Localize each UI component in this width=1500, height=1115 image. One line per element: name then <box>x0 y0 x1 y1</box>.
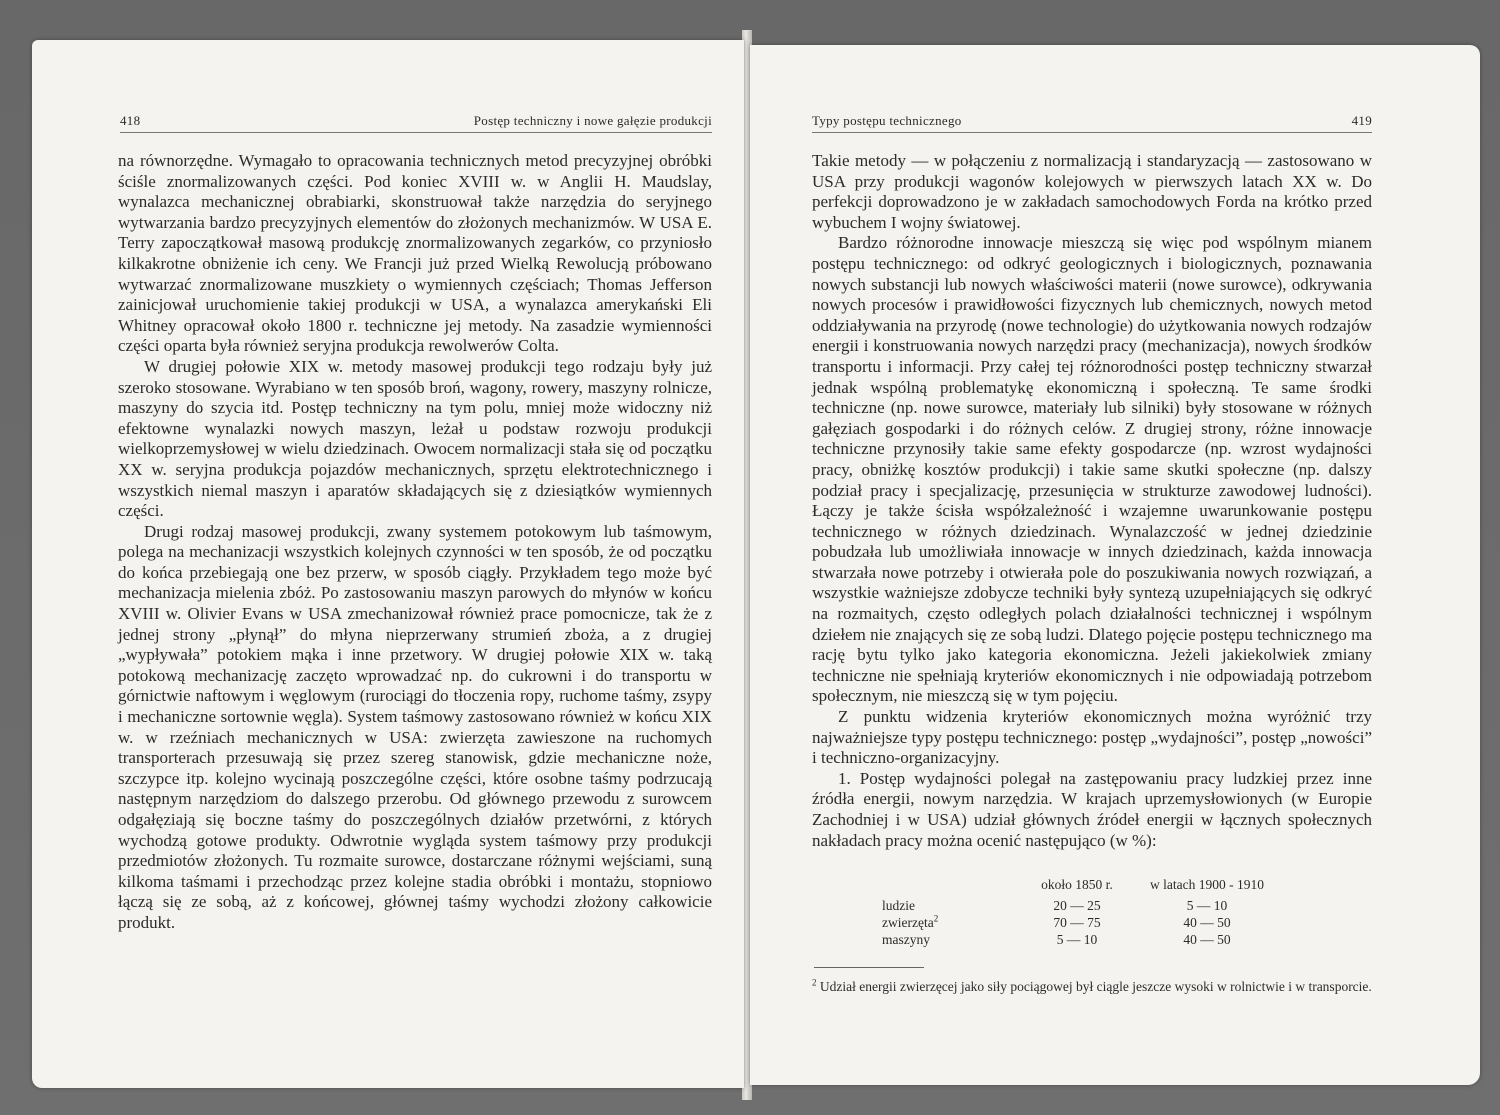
right-body-text <box>812 151 1372 851</box>
table-col2-header: w latach 1900 - 1910 <box>1150 877 1264 892</box>
table-row <box>882 897 1282 914</box>
table-row-label: ludzie <box>882 898 915 913</box>
table-cell: 20 — 25 <box>1053 898 1101 913</box>
footnote-mark: 2 <box>812 977 817 988</box>
right-page-number: 419 <box>1351 113 1372 128</box>
right-running-head <box>812 113 1372 133</box>
right-paragraph-2: Bardzo różnorodne innowacje mieszczą się więc pod wspólnym mianem postępu technicznego: od odkryć geologicznych i biologicznych, poznawania nowych substancji lub nowych właściwości materii (nowe surowce), odkrywania nowych procesów i prawidłowości fizycznych lub chemicznych, nowych metod oddziaływania na przyrodę (nowe technologie) do użytkowania nowych rodzajów energii i konstruowania nowych narzędzi pracy (mechanizacja), nowych środków transportu i informacji. Przy całej tej różnorodności postęp techniczny stwarzał jednak wspólną problematykę ekonomiczną i społeczną. Te same środki techniczne (np. nowe surowce, materiały lub silniki) były stosowane w różnych gałęziach gospodarki i do różnych celów. Z drugiej strony, różne innowacje techniczne przynosiły takie same efekty gospodarcze (np. wzrost wydajności pracy, obniżkę kosztów produkcji) i takie same skutki społeczne (np. dalszy podział pracy i specjalizację, przesunięcia w strukturze zawodowej ludności). Łączy je także ścisła współzależność i wzajemne uwarunkowanie postępu technicznego w różnych dziedzinach. Wynalazczość w jednej dziedzinie pobudzała lub umożliwiała innowacje w innych dziedzinach, każda innowacja stwarzała nowe potrzeby i otwierała pole do poszukiwania nowych rozwiązań, a wszystkie ważniejsze zdobycze techniki były syntezą uzupełniających się odkryć na rozmaitych, często odległych polach działalności technicznej i wspólnym dziełem nie znających się ze sobą ludzi. Dlatego pojęcie postępu technicznego ma rację bytu tylko jako kategoria ekonomiczna. Jeżeli jakiekolwiek zmiany techniczne nie spełniają kryteriów ekonomicznych i nie odpowiadają potrzebom społecznym, nie mieszczą się w tym pojęciu. <box>812 233 1372 706</box>
left-running-head <box>120 113 712 133</box>
left-page <box>32 40 744 1088</box>
energy-share-table <box>882 876 1282 948</box>
footnote-rule <box>814 967 924 968</box>
table-col1-header: około 1850 r. <box>1041 877 1113 892</box>
table-cell: 5 — 10 <box>1186 898 1228 913</box>
table-row-label: maszyny <box>882 932 930 947</box>
left-paragraph-3: Drugi rodzaj masowej produkcji, zwany systemem potokowym lub taśmowym, polega na mechanizacji wszystkich kolejnych czynności w ten sposób, że od początku do końca przebiegają one bez przerw, w sposób ciągły. Przykładem tego może być mechanizacja mielenia zbóż. Po zastosowaniu maszyn parowych do młynów w końcu XVIII w. Olivier Evans w USA zmechanizował również prace pomocnicze, tak że z jednej strony „płynął” do młyna nieprzerwany strumień zboża, a z drugiej „wypływała” potokiem mąka i inne przetwory. W drugiej połowie XIX w. taką potokową mechanizację zaczęto wprowadzać np. do cukrowni i do transportu w górnictwie naftowym i węglowym (rurociągi do tłoczenia ropy, ruchome taśmy, zsypy i mechaniczne sortownie węgla). System taśmowy zastosowano również w końcu XIX w. w rzeźniach mechanicznych w USA: zwierzęta zawieszone na ruchomych transporterach przesuwają się przez szereg stanowisk, gdzie mechaniczne noże, szczypce itp. kolejno wycinają poszczególne części, które osobne taśmy podrzucają następnym narzędziom do dalszego przerobu. Od głównego przewodu z surowcem odgałęziają się boczne taśmy do poszczególnych działów przetwórni, z których wychodzą gotowe produkty. Odwrotnie wygląda system taśmowy przy produkcji przedmiotów złożonych. Tu rozmaite surowce, dostarczane różnymi wejściami, suną kilkoma taśmami i przechodząc przez kolejne stadia obróbki i montażu, stopniowo łączą się ze sobą, aż z końcowej, głównej taśmy wychodzi złożony całkowicie produkt. <box>118 521 712 932</box>
table-cell: 40 — 50 <box>1183 915 1231 930</box>
table-row-label: zwierzęta <box>882 915 934 930</box>
table-header-row <box>882 876 1282 897</box>
footnote-reference: 2 <box>933 913 939 924</box>
left-paragraph-1: na równorzędne. Wymagało to opracowania technicznych metod precyzyjnej obróbki ściśle znormalizowanych części. Pod koniec XVIII w. w Anglii H. Maudslay, wynalazca mechanicznej obrabiarki, skonstruował także narzędzia do seryjnego wytwarzania bardzo precyzyjnych elementów do złożonych mechanizmów. W USA E. Terry zapoczątkował masową produkcję znormalizowanych zegarków, co przyniosło kilkakrotne obniżenie ich ceny. We Francji już przed Wielką Rewolucją próbowano wytwarzać znormalizowane muszkiety o wymiennych częściach; Thomas Jefferson zainicjował uruchomienie takiej produkcji w USA, a wynalazca amerykański Eli Whitney opracował około 1800 r. techniczne jej metody. Na zasadzie wymienności części oparta była również seryjna produkcja rewolwerów Colta. <box>118 151 712 356</box>
table-cell: 5 — 10 <box>1056 932 1098 947</box>
right-paragraph-3: Z punktu widzenia kryteriów ekonomicznych można wyróżnić trzy najważniejsze typy postępu technicznego: postęp „wydajności”, postęp „nowości” i techniczno-organizacyjny. <box>812 707 1372 768</box>
right-page <box>750 45 1480 1085</box>
right-running-title: Typy postępu technicznego <box>812 113 962 128</box>
table-cell: 40 — 50 <box>1183 932 1231 947</box>
table-row <box>882 914 1282 931</box>
right-paragraph-4: 1. Postęp wydajności polegał na zastępowaniu pracy ludzkiej przez inne źródła energii, nowym narzędzia. W krajach uprzemysłowionych (w Europie Zachodniej i w USA) udział głównych źródeł energii w łącznych społecznych nakładach pracy można ocenić następująco (w %): <box>812 768 1372 850</box>
right-paragraph-1: Takie metody — w połączeniu z normalizacją i standaryzacją — zastosowano w USA przy produkcji wagonów kolejowych w pierwszych latach XX w. Do perfekcji doprowadzono je w zakładach samochodowych Forda na krótko przed wybuchem I wojny światowej. <box>812 151 1372 232</box>
left-paragraph-2: W drugiej połowie XIX w. metody masowej produkcji tego rodzaju były już szeroko stosowane. Wyrabiano w ten sposób broń, wagony, rowery, maszyny rolnicze, maszyny do szycia itd. Postęp techniczny na tym polu, mniej może widoczny niż efektowne wynalazki nowych maszyn, leżał u podstaw rozwoju produkcji wielkoprzemysłowej w wielu dziedzinach. Owocem normalizacji stała się od początku XX w. seryjna produkcja pojazdów mechanicznych, sprzętu elektrotechnicznego i wszystkich niemal maszyn i aparatów składających się z dziesiątków wymiennych części. <box>118 356 712 521</box>
table-row <box>882 931 1282 948</box>
table-cell: 70 — 75 <box>1053 915 1101 930</box>
left-body-text <box>118 151 712 934</box>
footnote-text: Udział energii zwierzęcej jako siły pociągowej był ciągle jeszcze wysoki w rolnictwie i w transporcie. <box>819 979 1372 994</box>
left-running-title: Postęp techniczny i nowe gałęzie produkcji <box>473 113 712 128</box>
left-page-number: 418 <box>120 113 141 128</box>
footnote <box>812 977 1372 996</box>
